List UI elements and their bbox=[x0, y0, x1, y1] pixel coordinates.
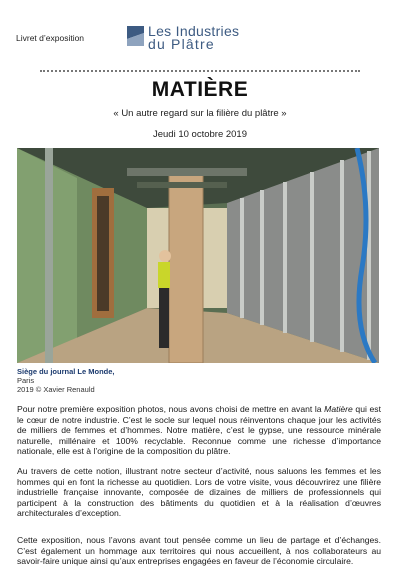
photo-caption-title: Siège du journal Le Monde, bbox=[17, 367, 115, 376]
logo-text-line2: du Plâtre bbox=[148, 36, 215, 52]
logo-text-line1: Les Industries bbox=[148, 23, 240, 39]
industries-du-platre-logo bbox=[127, 24, 277, 54]
event-date: Jeudi 10 octobre 2019 bbox=[152, 129, 248, 140]
matiere-emphasis: Matière bbox=[324, 404, 353, 414]
photo-credit: 2019 © Xavier Renauld bbox=[17, 385, 95, 394]
booklet-label: Livret d’exposition bbox=[16, 33, 85, 43]
page-subtitle: « Un autre regard sur la filière du plâtre » bbox=[113, 108, 287, 119]
intro-text-start: Pour notre première exposition photos, nous avons choisi de mettre en avant la bbox=[17, 404, 325, 414]
photo-illustration bbox=[17, 148, 379, 363]
activity-paragraph: Au travers de cette notion, illustrant notre secteur d’activité, nous saluons les femmes et les hommes qui en font la richesse au quotidien. Lors de votre visite, vous découvrirez une filière industrielle française innovante, composée de dizaines de milliers de professionnels qui participent à la construction des bâtiments du quotidien et à la réalisation d’œuvres architecturales d’exception. bbox=[17, 466, 381, 519]
construction-site-photo bbox=[17, 148, 379, 363]
logo-mark-icon bbox=[127, 26, 144, 46]
intro-text-end: qui est le cœur de notre industrie. C’est le socle sur lequel nous réinventons chaque jour les activités de milliers de femmes et d’hommes. Notre matière, c’est le gypse, une ressource minérale naturelle, millénaire et 100% recyclable. Reconnue comme une richesse d’importance nationale, elle est à l’origine de la composition du plâtre. bbox=[17, 404, 381, 457]
page-title: MATIÈRE bbox=[151, 78, 249, 101]
closing-paragraph: Cette exposition, nous l’avons avant tout pensée comme un lieu de partage et d’échanges. C’est également un hommage aux territoires qui nous accueillent, à nos collaborateurs au savoir-faire unique ainsi qu’aux entreprises engagées en faveur de l’économie circulaire. bbox=[17, 535, 381, 567]
photo-caption-place: Paris bbox=[17, 376, 35, 385]
dotted-divider bbox=[40, 70, 360, 72]
intro-paragraph bbox=[17, 404, 381, 457]
